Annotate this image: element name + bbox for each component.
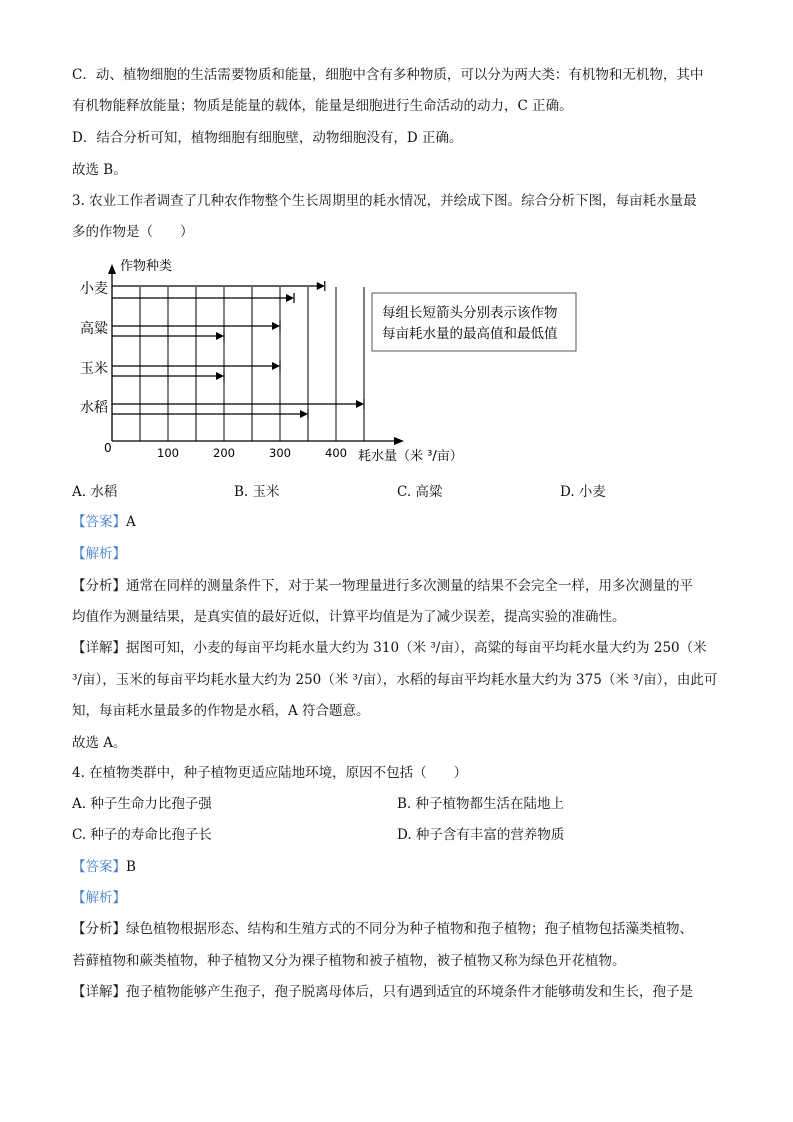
xiangjie-tag: 【详解】 <box>72 640 126 656</box>
arrowhead-icon <box>356 400 364 408</box>
legend-line2: 每亩耗水量的最高值和最低值 <box>382 326 558 342</box>
category-label: 水稻 <box>80 400 108 416</box>
q3-conclusion: 故选 A。 <box>72 735 127 751</box>
q3-option-c: C. 高粱 <box>397 484 443 500</box>
q4-xiangjie-line1 <box>72 983 693 1001</box>
origin-label: 0 <box>104 441 112 455</box>
answer-value: A <box>126 514 136 530</box>
q3-option-d: D. 小麦 <box>560 484 606 500</box>
q3-fenxi-line1 <box>72 577 693 595</box>
x-axis-label: 耗水量（米 ³/亩） <box>358 449 463 464</box>
q4-option-b: B. 种子植物都生活在陆地上 <box>397 796 565 812</box>
category-label: 玉米 <box>80 361 108 377</box>
x-tick-label: 300 <box>269 446 291 460</box>
category-label: 小麦 <box>80 281 108 297</box>
q3-xiangjie-line1 <box>72 639 707 657</box>
arrowhead-icon <box>286 294 294 302</box>
prev-answer-c-line1: C．动、植物细胞的生活需要物质和能量，细胞中含有多种物质，可以分为两大类：有机物和无机物，其中 <box>72 67 704 83</box>
answer-tag: 【答案】 <box>72 514 126 530</box>
legend-line1: 每组长短箭头分别表示该作物 <box>382 305 558 321</box>
q3-analysis-tag: 【解析】 <box>72 546 126 562</box>
water-consumption-chart <box>0 0 793 480</box>
x-axis-arrow-icon <box>394 437 404 445</box>
arrowhead-icon <box>317 282 325 290</box>
fenxi-tag: 【分析】 <box>72 921 126 937</box>
x-tick-label: 400 <box>325 446 347 460</box>
y-axis-arrow-icon <box>108 264 116 274</box>
prev-answer-d-line: D．结合分析可知，植物细胞有细胞壁，动物细胞没有，D 正确。 <box>72 130 463 146</box>
category-label: 高粱 <box>80 321 108 337</box>
legend-box <box>372 293 576 351</box>
x-tick-label: 200 <box>213 446 235 460</box>
answer-value: B <box>126 859 136 875</box>
arrowhead-icon <box>272 322 280 330</box>
prev-answer-c-line2: 有机物能释放能量；物质是能量的载体，能量是细胞进行生命活动的动力，C 正确。 <box>72 98 573 114</box>
q4-answer <box>72 858 136 876</box>
q4-fenxi-line2: 苔藓植物和蕨类植物，种子植物又分为裸子植物和被子植物，被子植物又称为绿色开花植物。 <box>72 953 626 969</box>
q4-fenxi-line1 <box>72 920 693 938</box>
arrowhead-icon <box>300 410 308 418</box>
x-tick-label: 100 <box>157 446 179 460</box>
q3-fenxi-line2: 均值作为测量结果，是真实值的最好近似，计算平均值是为了减少误差，提高实验的准确性。 <box>72 609 626 625</box>
q3-answer <box>72 513 136 531</box>
q3-xiangjie-line2: ³/亩），玉米的每亩平均耗水量大约为 250（米 ³/亩），水稻的每亩平均耗水量大约为 375（米 ³/亩），由此可 <box>72 672 718 688</box>
y-axis-label: 作物种类 <box>120 259 173 274</box>
prev-conclusion: 故选 B。 <box>72 162 127 178</box>
arrowhead-icon <box>272 362 280 370</box>
q4-option-c: C. 种子的寿命比孢子长 <box>72 827 212 843</box>
q4-option-a: A. 种子生命力比孢子强 <box>72 796 212 812</box>
q3-stem-line1: 3. 农业工作者调查了几种农作物整个生长周期里的耗水情况，并绘成下图。综合分析下图，每亩耗水量最 <box>72 193 697 209</box>
q4-option-d: D. 种子含有丰富的营养物质 <box>397 827 565 843</box>
xiangjie-text: 孢子植物能够产生孢子，孢子脱离母体后，只有遇到适宜的环境条件才能够萌发和生长，孢子是 <box>126 984 693 1000</box>
answer-tag: 【答案】 <box>72 859 126 875</box>
xiangjie-tag: 【详解】 <box>72 984 126 1000</box>
fenxi-text: 通常在同样的测量条件下，对于某一物理量进行多次测量的结果不会完全一样，用多次测量的平 <box>126 578 693 594</box>
arrowhead-icon <box>216 332 224 340</box>
fenxi-text: 绿色植物根据形态、结构和生殖方式的不同分为种子植物和孢子植物；孢子植物包括藻类植物、 <box>126 921 693 937</box>
q3-option-a: A. 水稻 <box>72 484 118 500</box>
q4-analysis-tag: 【解析】 <box>72 890 126 906</box>
arrowhead-icon <box>216 372 224 380</box>
q3-stem-line2: 多的作物是（ ） <box>72 224 194 240</box>
fenxi-tag: 【分析】 <box>72 578 126 594</box>
q4-stem: 4. 在植物类群中，种子植物更适应陆地环境，原因不包括（ ） <box>72 765 468 781</box>
q3-option-b: B. 玉米 <box>234 484 280 500</box>
xiangjie-text: 据图可知，小麦的每亩平均耗水量大约为 310（米 ³/亩），高粱的每亩平均耗水量大约为 250（米 <box>126 640 707 656</box>
q3-xiangjie-line3: 知，每亩耗水量最多的作物是水稻，A 符合题意。 <box>72 703 370 719</box>
